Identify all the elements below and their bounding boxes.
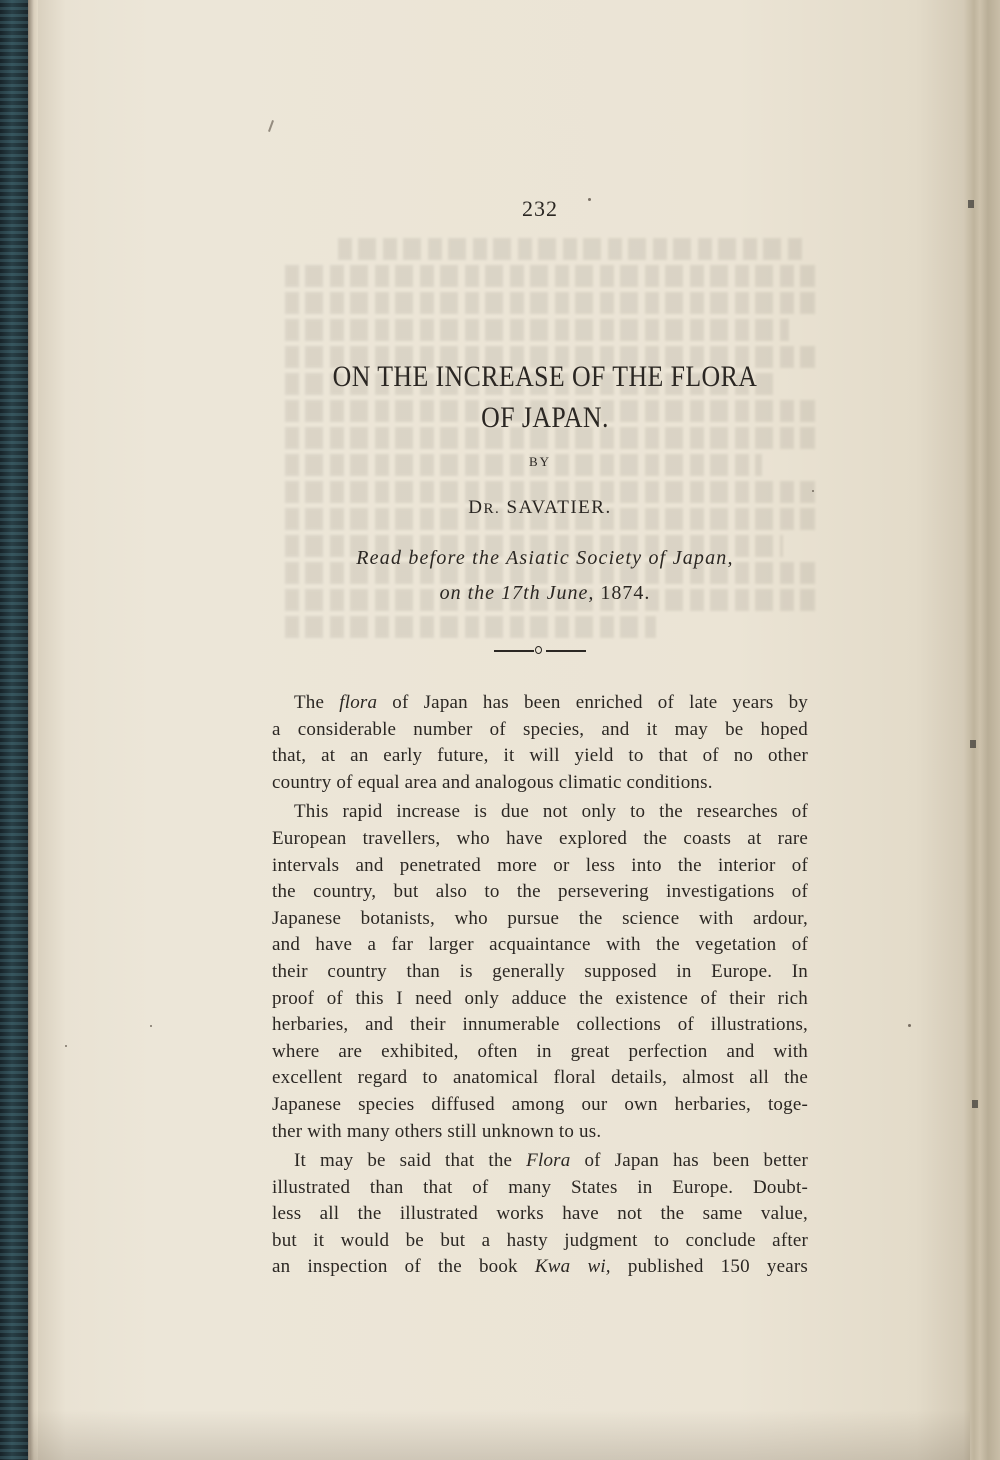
body-line: European travellers, who have explored the coasts at rare [272, 827, 808, 849]
body-line: and have a far larger acquaintance with the vegetation of [272, 934, 808, 956]
body-line: ther with many others still unknown to us. [272, 1120, 602, 1142]
paper-speck [65, 1045, 67, 1047]
author-surname: SAVATIER. [506, 497, 612, 518]
body-line: the country, but also to the persevering investigations of [272, 881, 808, 903]
page-fore-edge [964, 0, 1000, 1460]
read-date-day: 17th June, [501, 582, 595, 604]
divider-ornament [535, 646, 542, 654]
body-line: proof of this I need only adduce the existence of their rich [272, 987, 808, 1009]
paper-speck [908, 1024, 911, 1027]
page-tab-mark [972, 1100, 978, 1108]
paper-speck [812, 490, 814, 492]
body-line: but it would be but a hasty judgment to conclude after [272, 1229, 808, 1251]
read-before-line: Read before the Asiatic Society of Japan, [356, 547, 734, 569]
page-gutter [28, 0, 38, 1460]
body-line: It may be said that the Flora of Japan has been better [294, 1150, 808, 1172]
body-line: where are exhibited, often in great perfection and with [272, 1040, 808, 1062]
page-number: 232 [522, 196, 558, 221]
body-line: an inspection of the book Kwa wi, published 150 years [272, 1256, 808, 1278]
author-prefix-small: R. [483, 501, 501, 517]
body-line: Japanese species diffused among our own herbaries, toge- [272, 1093, 808, 1115]
body-line: country of equal area and analogous climatic conditions. [272, 771, 713, 793]
read-date-line [340, 582, 750, 605]
article-body [272, 690, 808, 1281]
page-tab-mark [970, 740, 976, 748]
page-tab-mark [968, 200, 974, 208]
paper-speck [588, 198, 591, 201]
section-divider [490, 650, 590, 654]
body-line: The flora of Japan has been enriched of late years by [294, 692, 808, 713]
body-line: that, at an early future, it will yield to that of no other [272, 745, 808, 767]
page-shadow [30, 1410, 970, 1460]
body-line: less all the illustrated works have not the same value, [272, 1203, 808, 1225]
read-date-on-the: on the [439, 582, 496, 604]
body-line: intervals and penetrated more or less into the interior of [272, 854, 808, 876]
body-line: excellent regard to anatomical floral details, almost all the [272, 1067, 808, 1089]
body-line: illustrated than that of many States in Europe. Doubt- [272, 1176, 808, 1198]
paper-speck [150, 1025, 152, 1027]
by-line: BY [528, 454, 552, 469]
body-line: This rapid increase is due not only to the researches of [294, 801, 808, 823]
body-line: herbaries, and their innumerable collections of illustrations, [272, 1014, 808, 1036]
article-title [317, 356, 773, 438]
author-prefix: D [468, 497, 484, 518]
author-name [370, 497, 710, 519]
body-line: Japanese botanists, who pursue the science with ardour, [272, 907, 808, 929]
title-line-2: OF JAPAN. [481, 401, 609, 434]
body-line: their country than is generally supposed in Europe. In [272, 960, 808, 982]
title-line-1: ON THE INCREASE OF THE FLORA [332, 360, 758, 393]
body-line: a considerable number of species, and it may be hoped [272, 718, 808, 740]
read-date-year: 1874. [600, 582, 651, 604]
